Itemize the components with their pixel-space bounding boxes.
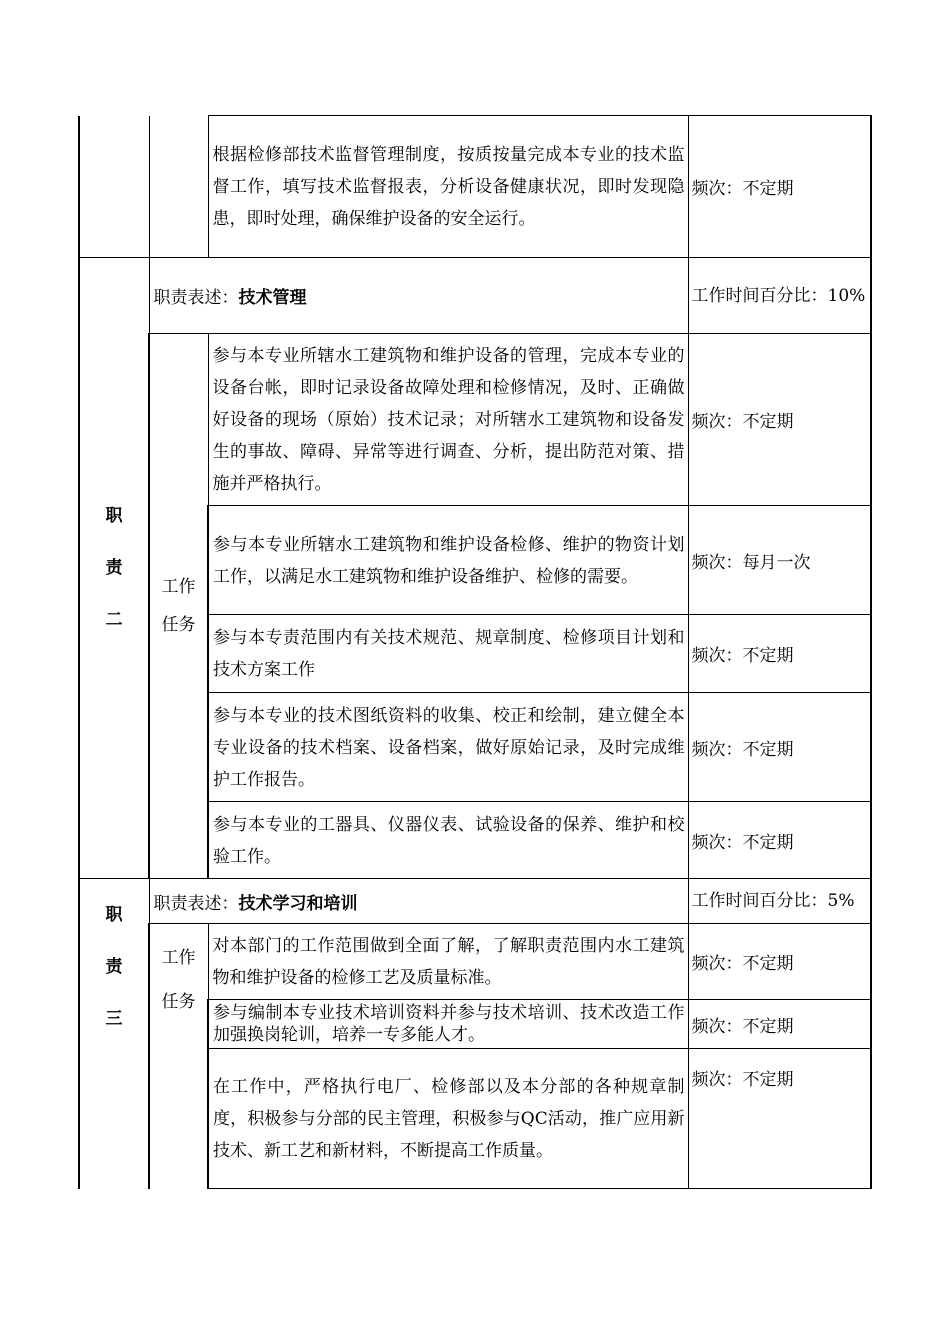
task-text: 根据检修部技术监督管理制度，按质按量完成本专业的技术监督工作，填写技术监督报表，分析设备健康状况，即时发现隐患，即时处理，确保维护设备的安全运行。 <box>208 116 688 258</box>
task-text: 参与本专业所辖水工建筑物和维护设备的管理，完成本专业的设备台帐，即时记录设备故障处理和检修情况，及时、正确做好设备的现场（原始）技术记录；对所辖水工建筑物和设备发生的事故、障碍、异常等进行调查、分析，提出防范对策、措施并严格执行。 <box>208 334 688 506</box>
task-text: 参与编制本专业技术培训资料并参与技术培训、技术改造工作加强换岗轮训，培养一专多能人才。 <box>208 1000 688 1049</box>
task-label-cell <box>149 116 208 258</box>
duty-label-cell <box>79 116 149 258</box>
task-label: 工作 任务 <box>149 924 208 1189</box>
task-label: 工作 任务 <box>149 334 208 879</box>
frequency-text: 频次：不定期 <box>688 924 871 1000</box>
table-row <box>79 258 871 334</box>
table-row <box>79 334 871 506</box>
table-row <box>79 116 871 258</box>
duty-two-label: 职 责 二 <box>79 258 149 879</box>
duty-table <box>78 115 872 1189</box>
task-text: 参与本专业所辖水工建筑物和维护设备检修、维护的物资计划工作，以满足水工建筑物和维护设备维护、检修的需要。 <box>208 506 688 615</box>
task-text: 参与本专业的工器具、仪器仪表、试验设备的保养、维护和校验工作。 <box>208 802 688 879</box>
work-time-percent: 工作时间百分比：10% <box>688 258 871 334</box>
frequency-text: 频次：不定期 <box>688 116 871 258</box>
task-text: 参与本专责范围内有关技术规范、规章制度、检修项目计划和技术方案工作 <box>208 615 688 693</box>
frequency-text: 频次：不定期 <box>688 693 871 802</box>
duty-description: 职责表述：技术管理 <box>149 258 688 334</box>
frequency-text: 频次：不定期 <box>688 334 871 506</box>
work-time-percent: 工作时间百分比：5% <box>688 879 871 924</box>
frequency-text: 频次：每月一次 <box>688 506 871 615</box>
task-text: 对本部门的工作范围做到全面了解，了解职责范围内水工建筑物和维护设备的检修工艺及质量标准。 <box>208 924 688 1000</box>
table-row <box>79 924 871 1000</box>
task-text: 参与本专业的技术图纸资料的收集、校正和绘制，建立健全本专业设备的技术档案、设备档案，做好原始记录，及时完成维护工作报告。 <box>208 693 688 802</box>
duty-three-label: 职 责 三 <box>79 879 149 1189</box>
table-row <box>79 879 871 924</box>
duty-description: 职责表述：技术学习和培训 <box>149 879 688 924</box>
frequency-text: 频次：不定期 <box>688 1049 871 1189</box>
frequency-text: 频次：不定期 <box>688 615 871 693</box>
frequency-text: 频次：不定期 <box>688 1000 871 1049</box>
task-text: 在工作中，严格执行电厂、检修部以及本分部的各种规章制度，积极参与分部的民主管理，积极参与QC活动，推广应用新技术、新工艺和新材料，不断提高工作质量。 <box>208 1049 688 1189</box>
frequency-text: 频次：不定期 <box>688 802 871 879</box>
